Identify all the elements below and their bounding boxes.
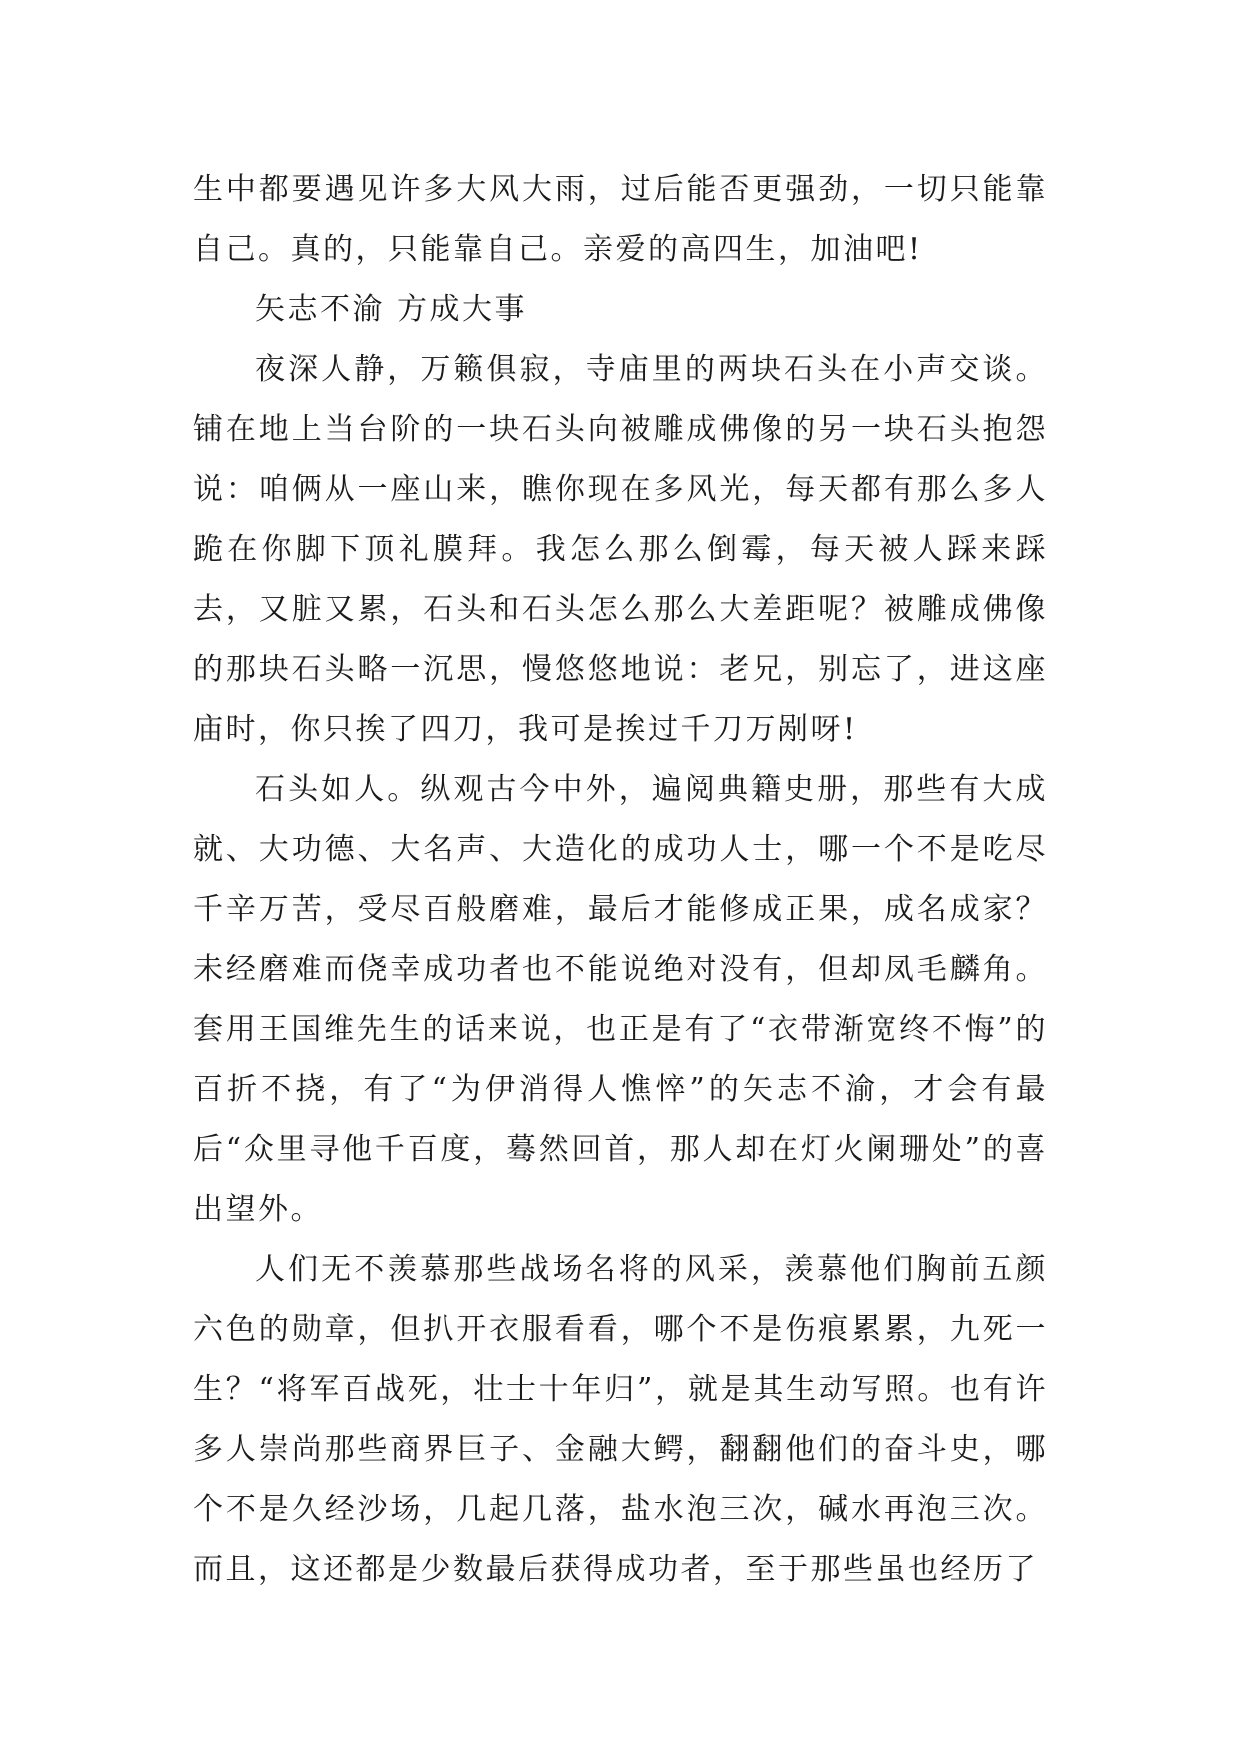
paragraph-stone-story: 夜深人静，万籁俱寂，寺庙里的两块石头在小声交谈。铺在地上当台阶的一块石头向被雕成佛像的另一块石头抱怨说：咱俩从一座山来，瞧你现在多风光，每天都有那么多人跪在你脚下顶礼膜拜。我怎么那么倒霉，每天被人踩来踩去，又脏又累，石头和石头怎么那么大差距呢？被雕成佛像的那块石头略一沉思，慢悠悠地说：老兄，别忘了，进这座庙时，你只挨了四刀，我可是挨过千刀万剐呀!	[193, 352, 1048, 747]
section-heading: 矢志不渝 方成大事	[255, 292, 528, 327]
paragraph-generals-merchants: 人们无不羡慕那些战场名将的风采，羡慕他们胸前五颜六色的勋章，但扒开衣服看看，哪个不是伤痕累累，九死一生？“将军百战死，壮士十年归”，就是其生动写照。也有许多人崇尚那些商界巨子、金融大鳄，翻翻他们的奋斗史，哪个不是久经沙场，几起几落，盐水泡三次，碱水再泡三次。而且，这还都是少数最后获得成功者，至于那些虽也经历了	[193, 1252, 1048, 1587]
paragraph-stone-like-people: 石头如人。纵观古今中外，遍阅典籍史册，那些有大成就、大功德、大名声、大造化的成功人士，哪一个不是吃尽千辛万苦，受尽百般磨难，最后才能修成正果，成名成家？未经磨难而侥幸成功者也不能说绝对没有，但却凤毛麟角。套用王国维先生的话来说，也正是有了“衣带渐宽终不悔”的百折不挠，有了“为伊消得人憔悴”的矢志不渝，才会有最后“众里寻他千百度，蓦然回首，那人却在灯火阑珊处”的喜出望外。	[193, 772, 1048, 1227]
document-page	[193, 160, 1048, 1600]
paragraph-continuation: 生中都要遇见许多大风大雨，过后能否更强劲，一切只能靠自己。真的，只能靠自己。亲爱的高四生，加油吧!	[193, 172, 1048, 267]
